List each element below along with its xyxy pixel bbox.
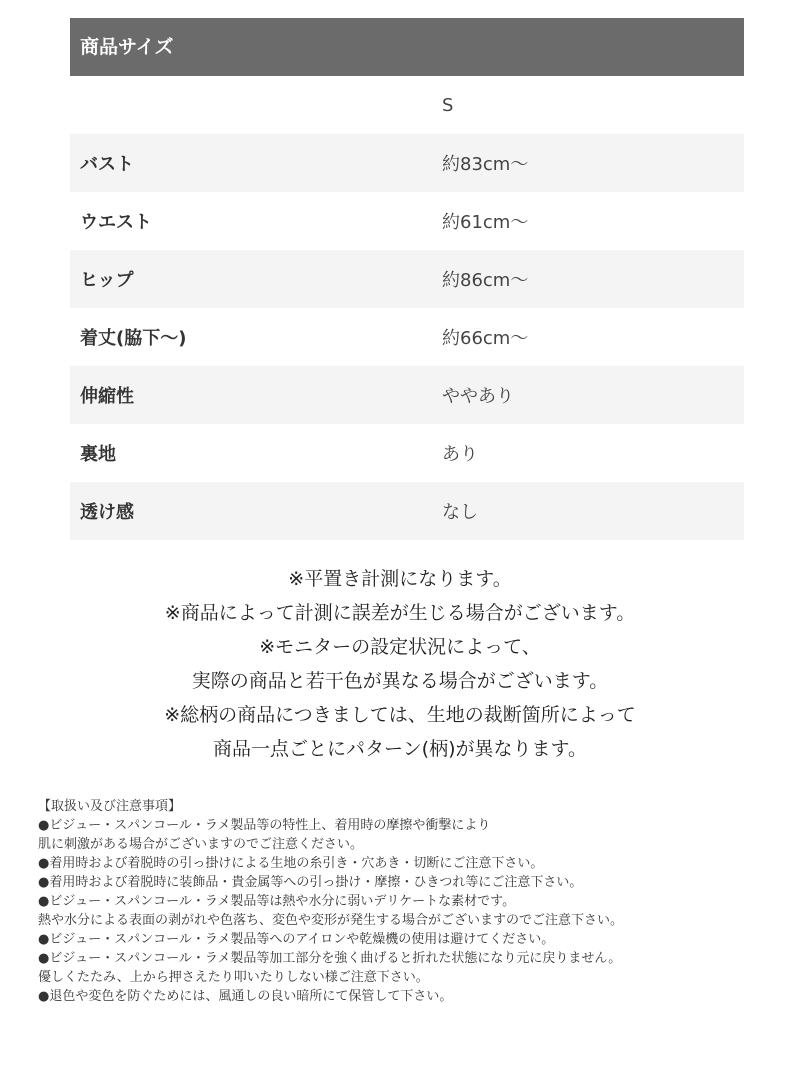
- care-line: ●ビジュー・スパンコール・ラメ製品等へのアイロンや乾燥機の使用は避けてください。: [38, 932, 555, 947]
- size-row-stretch: [70, 366, 744, 424]
- note-line: ※モニターの設定状況によって、: [259, 636, 541, 658]
- care-line: ●着用時および着脱時に装飾品・貴金属等への引っ掛け・摩擦・ひきつれ等にご注意下さい。: [38, 875, 583, 890]
- care-line: ●着用時および着脱時の引っ掛けによる生地の糸引き・穴あき・切断にご注意下さい。: [38, 856, 544, 871]
- size-row-sheerness: [70, 482, 744, 540]
- size-row-value: S: [442, 94, 454, 116]
- size-row-size: [70, 76, 744, 134]
- size-row-label: 着丈(脇下〜): [80, 328, 187, 349]
- size-row-label: ヒップ: [80, 270, 134, 291]
- note-line: 商品一点ごとにパターン(柄)が異なります。: [213, 738, 587, 760]
- size-row-label: 裏地: [80, 444, 116, 465]
- size-table: [70, 18, 744, 540]
- size-row-value: 約61cm〜: [442, 212, 529, 233]
- care-line: ●退色や変色を防ぐためには、風通しの良い暗所にて保管して下さい。: [38, 989, 453, 1004]
- care-heading: 【取扱い及び注意事項】: [38, 799, 182, 814]
- size-row-lining: [70, 424, 744, 482]
- note-line: 実際の商品と若干色が異なる場合がございます。: [191, 670, 609, 692]
- measurement-notes: [0, 562, 800, 766]
- care-line: 熱や水分による表面の剥がれや色落ち、変色や変形が発生する場合がございますのでご注意下さい。: [38, 913, 624, 928]
- size-row-value: 約86cm〜: [442, 270, 529, 291]
- note-line: ※平置き計測になります。: [288, 568, 512, 590]
- size-row-label: ウエスト: [80, 212, 152, 233]
- size-row-waist: [70, 192, 744, 250]
- care-line: 肌に刺激がある場合がございますのでご注意ください。: [38, 837, 364, 852]
- note-line: ※商品によって計測に誤差が生じる場合がございます。: [164, 602, 636, 624]
- size-row-value: 約66cm〜: [442, 328, 529, 349]
- size-row-value: なし: [442, 502, 478, 523]
- care-line: ●ビジュー・スパンコール・ラメ製品等加工部分を強く曲げると折れた状態になり元に戻りません。: [38, 951, 622, 966]
- size-row-label: 透け感: [80, 502, 134, 523]
- care-line: ●ビジュー・スパンコール・ラメ製品等は熱や水分に弱いデリケートな素材です。: [38, 894, 516, 909]
- size-table-header: 商品サイズ: [70, 18, 744, 76]
- size-row-hip: [70, 250, 744, 308]
- note-line: ※総柄の商品につきましては、生地の裁断箇所によって: [164, 704, 636, 726]
- size-row-bust: [70, 134, 744, 192]
- size-row-label: 伸縮性: [80, 386, 134, 407]
- care-line: ●ビジュー・スパンコール・ラメ製品等の特性上、着用時の摩擦や衝撃により: [38, 818, 491, 833]
- size-row-length: [70, 308, 744, 366]
- care-line: 優しくたたみ、上から押さえたり叩いたりしない様ご注意下さい。: [38, 970, 429, 985]
- size-row-value: あり: [442, 444, 478, 465]
- care-instructions: [38, 797, 778, 1006]
- size-row-value: 約83cm〜: [442, 154, 529, 175]
- size-row-label: バスト: [80, 154, 134, 175]
- size-row-value: ややあり: [442, 386, 514, 407]
